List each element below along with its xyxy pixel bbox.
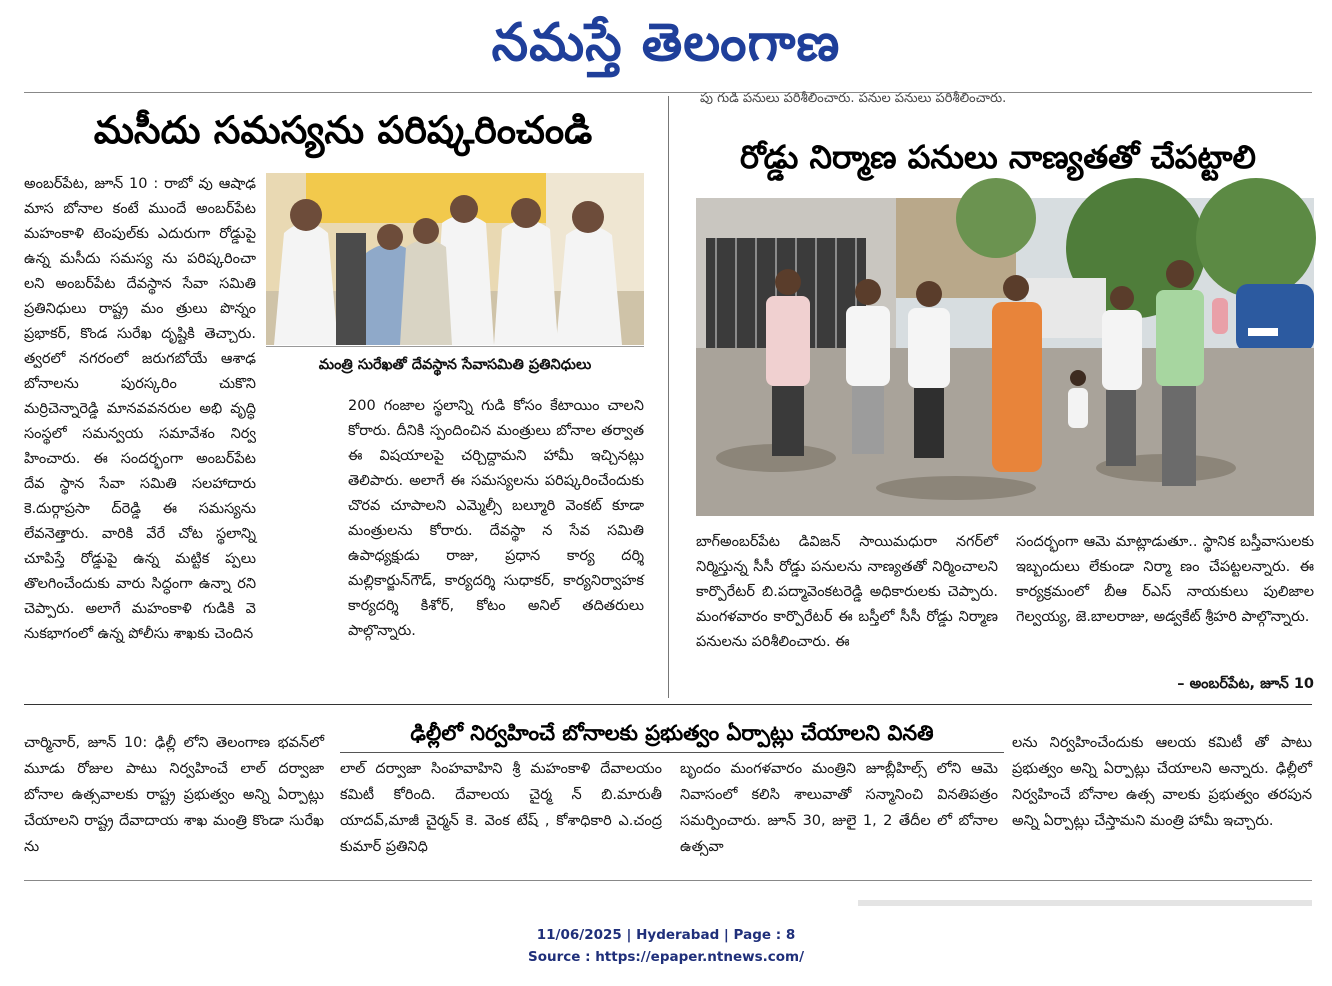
- story3-text-2: లాల్ దర్వాజా సింహవాహిని శ్రీ మహంకాళి దేవాలయం కమిటీ కోరింది. దేవాలయ చైర్మ న్ బి.మారుతీ యాదవ్,మాజీ చైర్మన్ కె. వెంక టేష్ , కోశాధికారి ఎ.చంద్ర కుమార్ ప్రతినిధి: [340, 761, 662, 855]
- story1-caption: మంత్రి సురేఖతో దేవస్థాన సేవాసమితి ప్రతినిధులు: [318, 357, 592, 373]
- section-rule: [24, 704, 1312, 705]
- masthead: [0, 0, 1332, 86]
- story3-text-1: చార్మినార్, జూన్ 10: ఢిల్లీ లోని తెలంగాణ భవన్‌లో మూడు రోజుల పాటు నిర్వహించే లాల్ దర్వాజా బోనాల ఉత్సవాలకు రాష్ట్ర ప్రభుత్వం అన్ని ఏర్పాట్లు చేయాలని రాష్ట్ర దేవాదాయ శాఖ మంత్రి కొండా సురేఖ ను: [24, 735, 324, 855]
- story3-column-1: [24, 730, 324, 864]
- story3-column-2: [340, 756, 662, 864]
- story2-column-2: [1016, 530, 1314, 670]
- story3-column-4: [1012, 730, 1312, 864]
- story3-text-3: బృందం మంగళవారం మంత్రిని జూబ్లీహిల్స్ లోని ఆమె నివాసంలో కలిసి శాలువాతో సన్మానించి వినతిపత్రం సమర్పించారు. జూన్ 30, జులై 1, 2 తేదీల లో బోనాల ఉత్సవా: [680, 761, 998, 855]
- ministers-group-photo: [266, 173, 644, 345]
- story2-text-1: బాగ్‌అంబర్‌పేట డివిజన్ సాయిమధురా నగర్‌లో నిర్మిస్తున్న సీసీ రోడ్డు పనులను నాణ్యతతో నిర్మించాలని కార్పొరేటర్ బి.పద్మావెంకటరెడ్డి అధికారులకు చెప్పారు. మంగళవారం కార్పొరేటర్ ఈ బస్తీలో సీసీ రోడ్డు నిర్మాణ పనులను పరిశీలించారు. ఈ: [696, 534, 998, 650]
- headline-underline: [340, 752, 1004, 753]
- overflow-text: పు గుడి పనులు పరిశీలించారు. పనుల పనులు పరిశీలించారు.: [700, 91, 1007, 106]
- story2-signoff: – అంబర్‌పేట, జూన్ 10: [1177, 676, 1314, 692]
- story1-column-2: [348, 394, 644, 694]
- story2-headline: రోడ్డు నిర్మాణ పనులు నాణ్యతతో చేపట్టాలి: [740, 138, 1256, 176]
- story3-headline: ఢిల్లీలో నిర్వహించే బోనాలకు ప్రభుత్వం ఏర్పాట్లు చేయాలని వినతి: [410, 721, 934, 745]
- story3-column-3: [680, 756, 998, 864]
- newspaper-title: నమస్తే తెలంగాణ: [491, 13, 841, 73]
- story1-headline: మసీదు సమస్యను పరిష్కరించండి: [93, 108, 593, 152]
- story1-text-1: అంబర్‌పేట, జూన్ 10 : రాబో వు ఆషాఢ మాస బోనాల కంటే ముందే అంబర్‌పేట మహంకాళి టెంపుల్‌కు ఎదురుగా రోడ్డుపై ఉన్న మసీదు సమస్య ను పరిష్కరించా లని అంబర్‌పేట దేవస్థాన సేవా సమితి ప్రతినిధులు రాష్ట్ర మం త్రులు పొన్నం ప్రభాకర్, కొండ సురేఖ దృష్టికి తెచ్చారు. త్వరలో నగరంలో జరుగబోయే ఆశాఢ బోనాలను పురస్కరిం చుకొని మర్రిచెన్నారెడ్డి మానవవనరుల అభి వృద్ధి సంస్థలో సమన్వయ సమావేశం నిర్వ హించారు. ఈ సందర్భంగా అంబర్‌పేట దేవ స్థాన సేవా సమితి సలహాదారు కె.దుర్గాప్రసా ద్‌రెడ్డి ఈ సమస్యను లేవనెత్తారు. వారికి వేరే చోట స్థలాన్ని చూపిస్తే రోడ్డుపై ఉన్న మట్టిక ప్పలు తొలగించేందుకు వారు సిద్ధంగా ఉన్నా రని చెప్పారు. అలాగే మహంకాళి గుడికి వె నుకభాగంలో ఉన్న పోలీసు శాఖకు చెందిన: [24, 176, 256, 642]
- story3-text-4: లను నిర్వహించేందుకు ఆలయ కమిటీ తో పాటు ప్రభుత్వం అన్ని ఏర్పాట్లు చేయాలని అన్నారు. ఢిల్లీలో నిర్వహించే బోనాల ఉత్స వాలకు ప్రభుత్వం తరపున అన్ని ఏర్పాట్లు చేస్తామని మంత్రి హామీ ఇచ్చారు.: [1012, 735, 1312, 829]
- column-divider: [668, 96, 669, 698]
- story1-text-2: 200 గంజాల స్థలాన్ని గుడి కోసం కేటాయిం చాలని కోరారు. దీనికి స్పందించిన మంత్రులు బోనాల తర్వాత ఈ విషయాలపై చర్చిద్దామని హామీ ఇచ్చినట్లు తెలిపారు. అలాగే ఈ సమస్యలను పరిష్కరించేందుకు చొరవ చూపాలని ఎమ్మెల్సీ బల్మూరి వెంకట్ కూడా మంత్రులను కోరారు. దేవస్థా న సేవ సమితి ఉపాధ్యక్షుడు రాజు, ప్రధాన కార్య దర్శి మల్లికార్జున్‌గౌడ్, కార్యదర్శి సుధాకర్, కార్యనిర్వాహక కార్యదర్శి కిశోర్, కోటం అనిల్ తదితరులు పాల్గొన్నారు.: [348, 398, 644, 639]
- bottom-rule: [24, 880, 1312, 881]
- bottom-rule-right: [858, 900, 1312, 906]
- caption-rule: [266, 346, 644, 347]
- story2-overflow-line: [700, 90, 1300, 108]
- story2-column-1: [696, 530, 998, 698]
- story2-text-2: సందర్భంగా ఆమె మాట్లాడుతూ.. స్థానిక బస్తీవాసులకు ఇబ్బందులు లేకుండా నిర్మా ణం చేపట్టలన్నారు. ఈ కార్యక్రమంలో బీఆ ర్‌ఎస్ నాయకులు పులిజాల గెల్వయ్య, జె.బాలరాజు, అడ్వకేట్ శ్రీహరి పాల్గొన్నారు.: [1016, 534, 1314, 625]
- story2-photo: [696, 198, 1314, 516]
- footer-date-line: 11/06/2025 | Hyderabad | Page : 8: [536, 927, 796, 943]
- story1-photo: [266, 173, 644, 345]
- story1-column-1: [24, 172, 256, 642]
- road-inspection-photo: [696, 198, 1314, 516]
- footer-source-link[interactable]: Source : https://epaper.ntnews.com/: [527, 949, 805, 965]
